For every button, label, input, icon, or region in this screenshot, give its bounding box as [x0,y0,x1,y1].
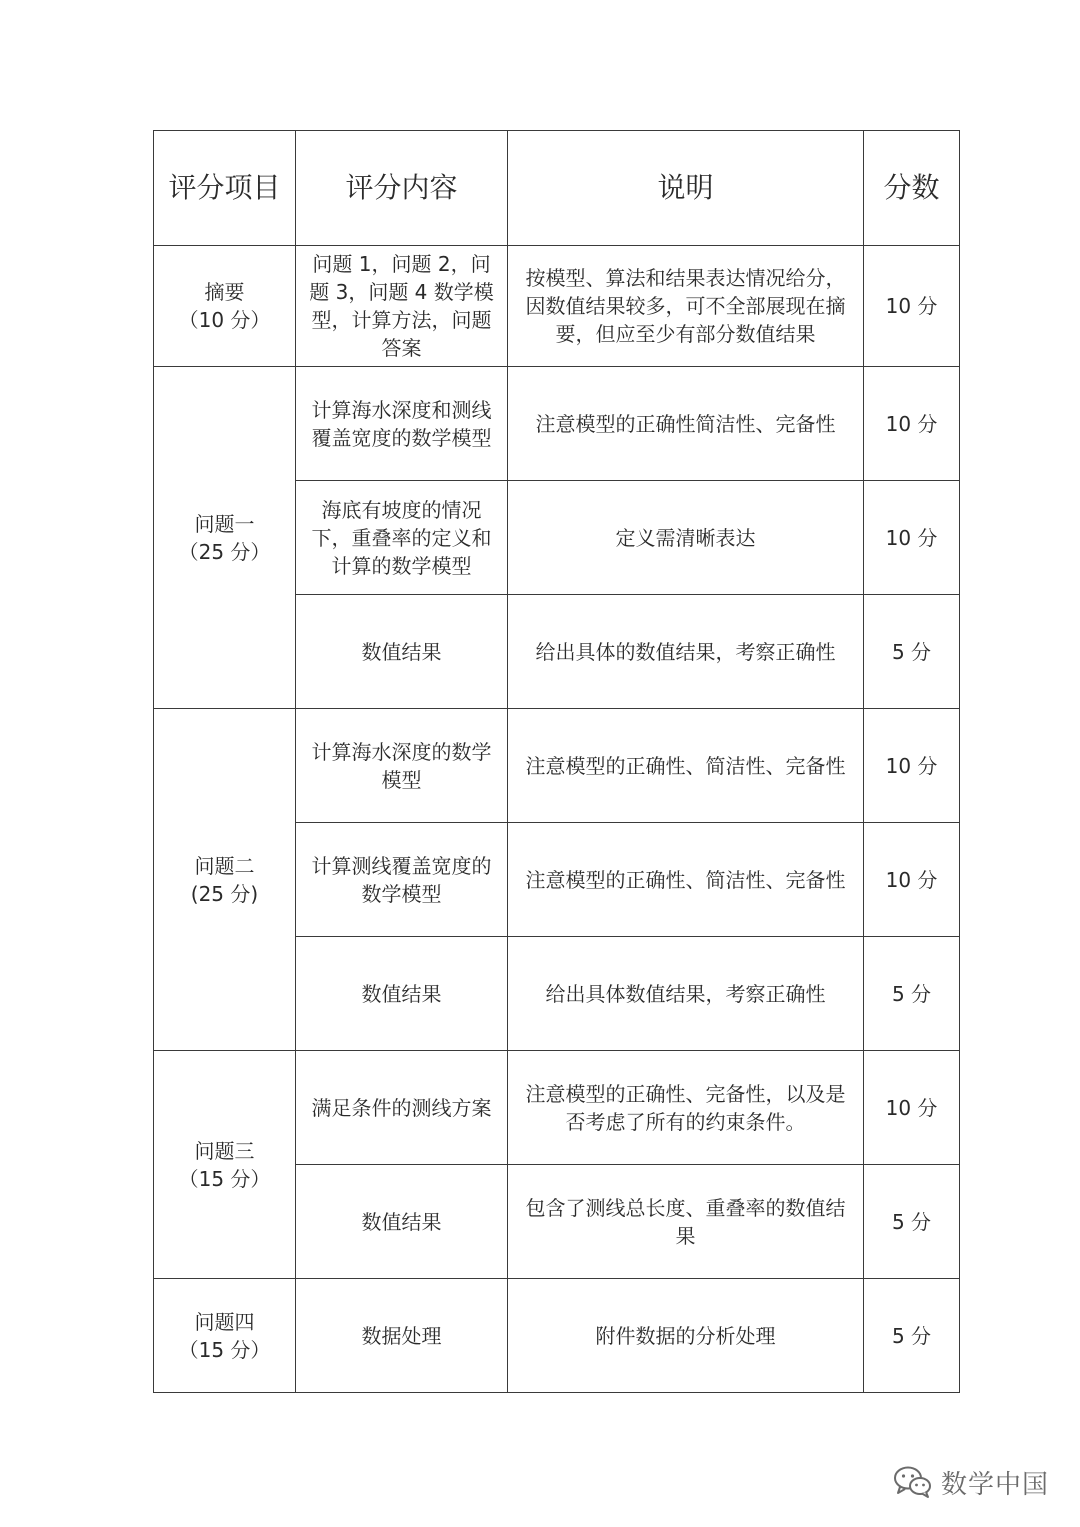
note-cell: 给出具体的数值结果，考察正确性 [508,595,864,709]
content-cell: 满足条件的测线方案 [296,1051,508,1165]
score-cell: 10 分 [864,709,960,823]
item-name: 摘要 [204,280,245,304]
note-cell: 定义需清晰表达 [508,481,864,595]
score-cell: 5 分 [864,937,960,1051]
note-cell: 注意模型的正确性、简洁性、完备性 [508,709,864,823]
table-row [154,246,960,367]
content-cell: 数值结果 [296,595,508,709]
item-name: 问题二 [194,853,255,878]
content-cell: 计算海水深度的数学模型 [296,709,508,823]
score-cell: 5 分 [864,1279,960,1393]
header-content: 评分内容 [296,131,508,246]
note-cell: 附件数据的分析处理 [508,1279,864,1393]
item-cell [154,367,296,709]
item-name: 问题四 [194,1309,255,1334]
content-cell: 计算海水深度和测线覆盖宽度的数学模型 [296,367,508,481]
content-cell: 问题 1，问题 2，问题 3，问题 4 数学模型，计算方法，问题答案 [296,246,508,367]
item-name: 问题一 [194,511,255,536]
table-row [154,1279,960,1393]
score-cell: 10 分 [864,246,960,367]
watermark-text: 数学中国 [941,1469,1050,1500]
item-cell [154,246,296,367]
note-cell: 给出具体数值结果，考察正确性 [508,937,864,1051]
note-cell: 注意模型的正确性、简洁性、完备性 [508,823,864,937]
score-cell: 10 分 [864,823,960,937]
item-points: (25 分) [190,881,259,906]
note-cell: 包含了测线总长度、重叠率的数值结果 [508,1165,864,1279]
content-cell: 计算测线覆盖宽度的数学模型 [296,823,508,937]
wechat-icon [893,1465,933,1499]
item-cell [154,1279,296,1393]
item-points: （10 分） [178,308,271,332]
note-cell: 注意模型的正确性、完备性，以及是否考虑了所有的约束条件。 [508,1051,864,1165]
score-cell: 10 分 [864,1051,960,1165]
item-cell [154,709,296,1051]
header-row [154,131,960,246]
content-cell: 数值结果 [296,1165,508,1279]
header-note: 说明 [508,131,864,246]
item-points: （15 分） [178,1337,271,1362]
note-cell: 按模型、算法和结果表达情况给分，因数值结果较多，可不全部展现在摘要，但应至少有部分数值结果 [508,246,864,367]
table-row [154,709,960,823]
table-row [154,1051,960,1165]
score-cell: 10 分 [864,367,960,481]
table-row [154,367,960,481]
item-name: 问题三 [194,1138,255,1163]
item-points: （15 分） [178,1166,271,1191]
content-cell: 海底有坡度的情况下，重叠率的定义和计算的数学模型 [296,481,508,595]
content-cell: 数值结果 [296,937,508,1051]
score-cell: 5 分 [864,1165,960,1279]
scoring-table [153,130,960,1393]
item-cell [154,1051,296,1279]
note-cell: 注意模型的正确性简洁性、完备性 [508,367,864,481]
header-item: 评分项目 [154,131,296,246]
score-cell: 10 分 [864,481,960,595]
header-score: 分数 [864,131,960,246]
content-cell: 数据处理 [296,1279,508,1393]
score-cell: 5 分 [864,595,960,709]
watermark [893,1462,1049,1502]
item-points: （25 分） [178,539,271,564]
